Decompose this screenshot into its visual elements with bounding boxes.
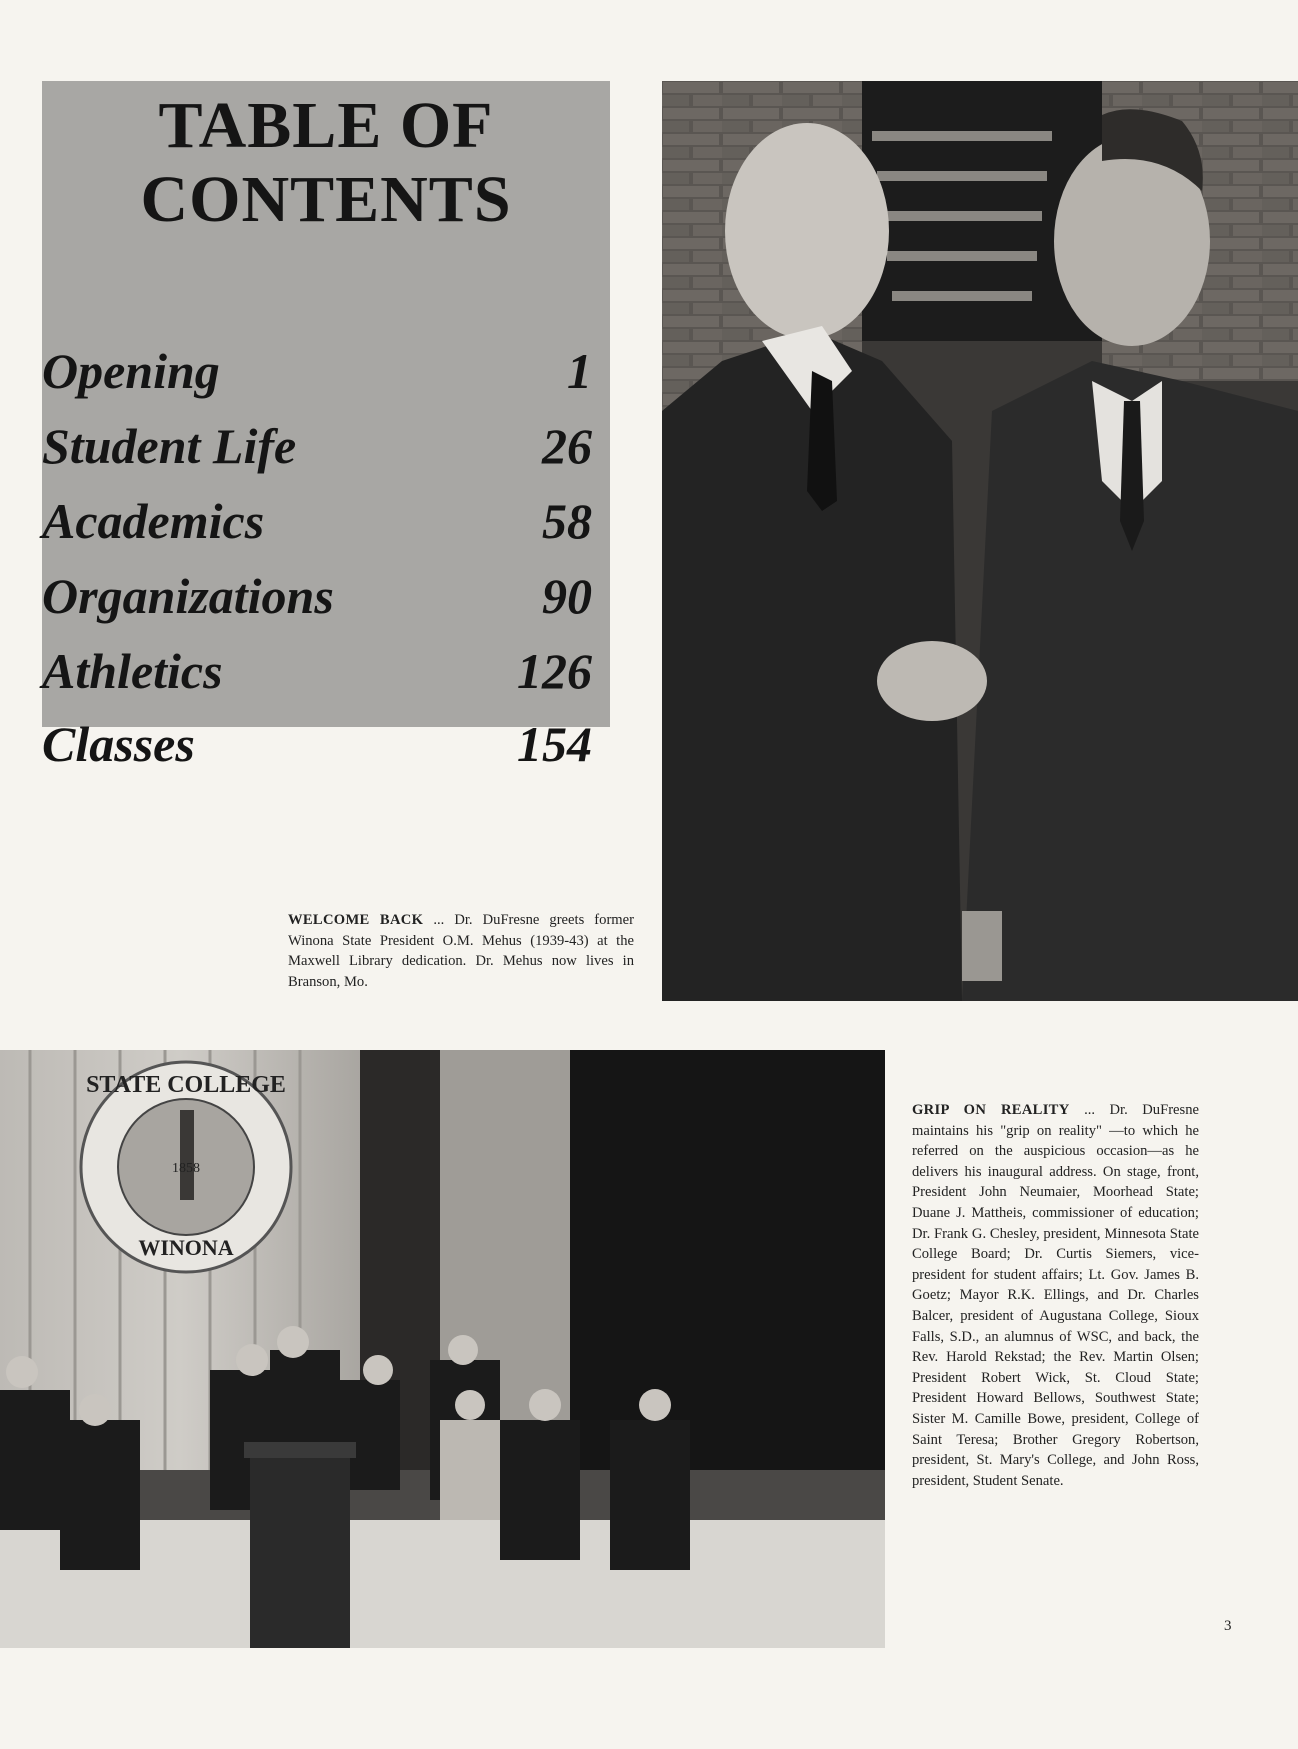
toc-entry[interactable] [42,336,610,406]
caption-lead: GRIP ON REALITY [912,1102,1070,1118]
toc-entry[interactable] [42,486,610,556]
toc-entry-label: Academics [42,493,265,549]
toc-title-line2: CONTENTS [140,163,512,236]
toc-entry-label: Organizations [42,568,334,624]
caption-lead: WELCOME BACK [288,912,424,928]
caption-body: ... Dr. DuFresne greets former Winona State President O.M. Mehus (1939-43) at the Maxwell Library dedication. Dr. Mehus now lives in Branson, Mo. [288,912,634,990]
handshake-photo [662,81,1298,1001]
toc-entry-page: 26 [542,418,592,474]
toc-title-line1: TABLE OF [158,89,494,162]
toc-entry-page: 90 [542,568,592,624]
toc-title [42,89,610,237]
page-number: 3 [1224,1618,1232,1634]
toc-entry-page: 1 [567,343,592,399]
toc-entry[interactable] [42,636,610,706]
seal-left-text: WINONA [138,1235,234,1260]
caption-welcome-back [288,910,634,992]
inauguration-photo [0,1050,885,1648]
toc-entry[interactable] [42,561,610,631]
table-of-contents [42,81,610,772]
toc-entry-label: Athletics [42,643,223,699]
toc-entry[interactable] [42,709,610,779]
toc-entry-page: 126 [517,643,592,699]
caption-body: ... Dr. DuFresne maintains his "grip on reality" —to which he referred on the auspicious occasion—as he delivers his inaugural address. On stage, front, President John Neumaier, Moorhead State; Duane J. Mattheis, commissioner of education; Dr. Frank G. Chesley, president, Minnesota State College Board; Dr. Curtis Siemers, vice-president for student affairs; Lt. Gov. James B. Goetz; Mayor R.K. Ellings, and Dr. Charles Balcer, president of Augustana College, Sioux Falls, S.D., an alumnus of WSC, and back, the Rev. Harold Rekstad; the Rev. Martin Olsen; President Robert Wick, St. Cloud State; President Howard Bellows, Southwest State; Sister M. Camille Bowe, president, College of Saint Teresa; Brother Gregory Robertson, president, St. Mary's College, and John Ross, president, Student Senate. [912,1102,1199,1489]
toc-entry-page: 58 [542,493,592,549]
seal-top-text: STATE COLLEGE [86,1072,286,1098]
toc-entry-page: 154 [517,716,592,772]
seal-year: 1858 [172,1161,200,1176]
toc-entry-label: Classes [42,716,195,772]
toc-entry[interactable] [42,411,610,481]
toc-entry-label: Student Life [42,418,297,474]
toc-entry-label: Opening [42,343,220,399]
caption-grip-on-reality [912,1100,1199,1491]
